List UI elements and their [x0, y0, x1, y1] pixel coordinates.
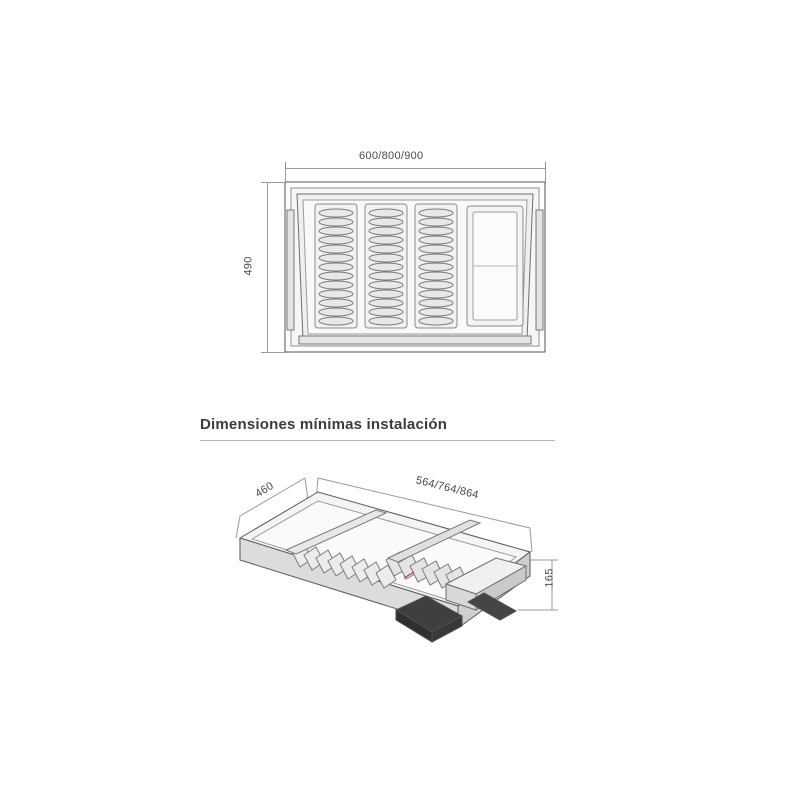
width-dimension-label: 600/800/900 — [359, 150, 424, 162]
section-divider — [200, 440, 555, 441]
width-dimension-label-iso: 564/764/864 — [414, 474, 480, 502]
height-dimension-label: 490 — [242, 256, 255, 276]
front-elevation-svg — [255, 150, 555, 365]
isometric-view — [200, 460, 600, 690]
width-extension-right — [545, 168, 546, 184]
height-dimension-label-iso: 165 — [543, 568, 556, 588]
front-elevation-view — [242, 150, 555, 365]
height-extension-top — [267, 182, 287, 183]
depth-dimension-label: 460 — [253, 479, 276, 501]
height-dimension-line — [267, 182, 268, 352]
width-dimension-line — [285, 168, 545, 169]
height-extension-bottom — [267, 352, 287, 353]
section-title: Dimensiones mínimas instalación — [200, 416, 448, 433]
